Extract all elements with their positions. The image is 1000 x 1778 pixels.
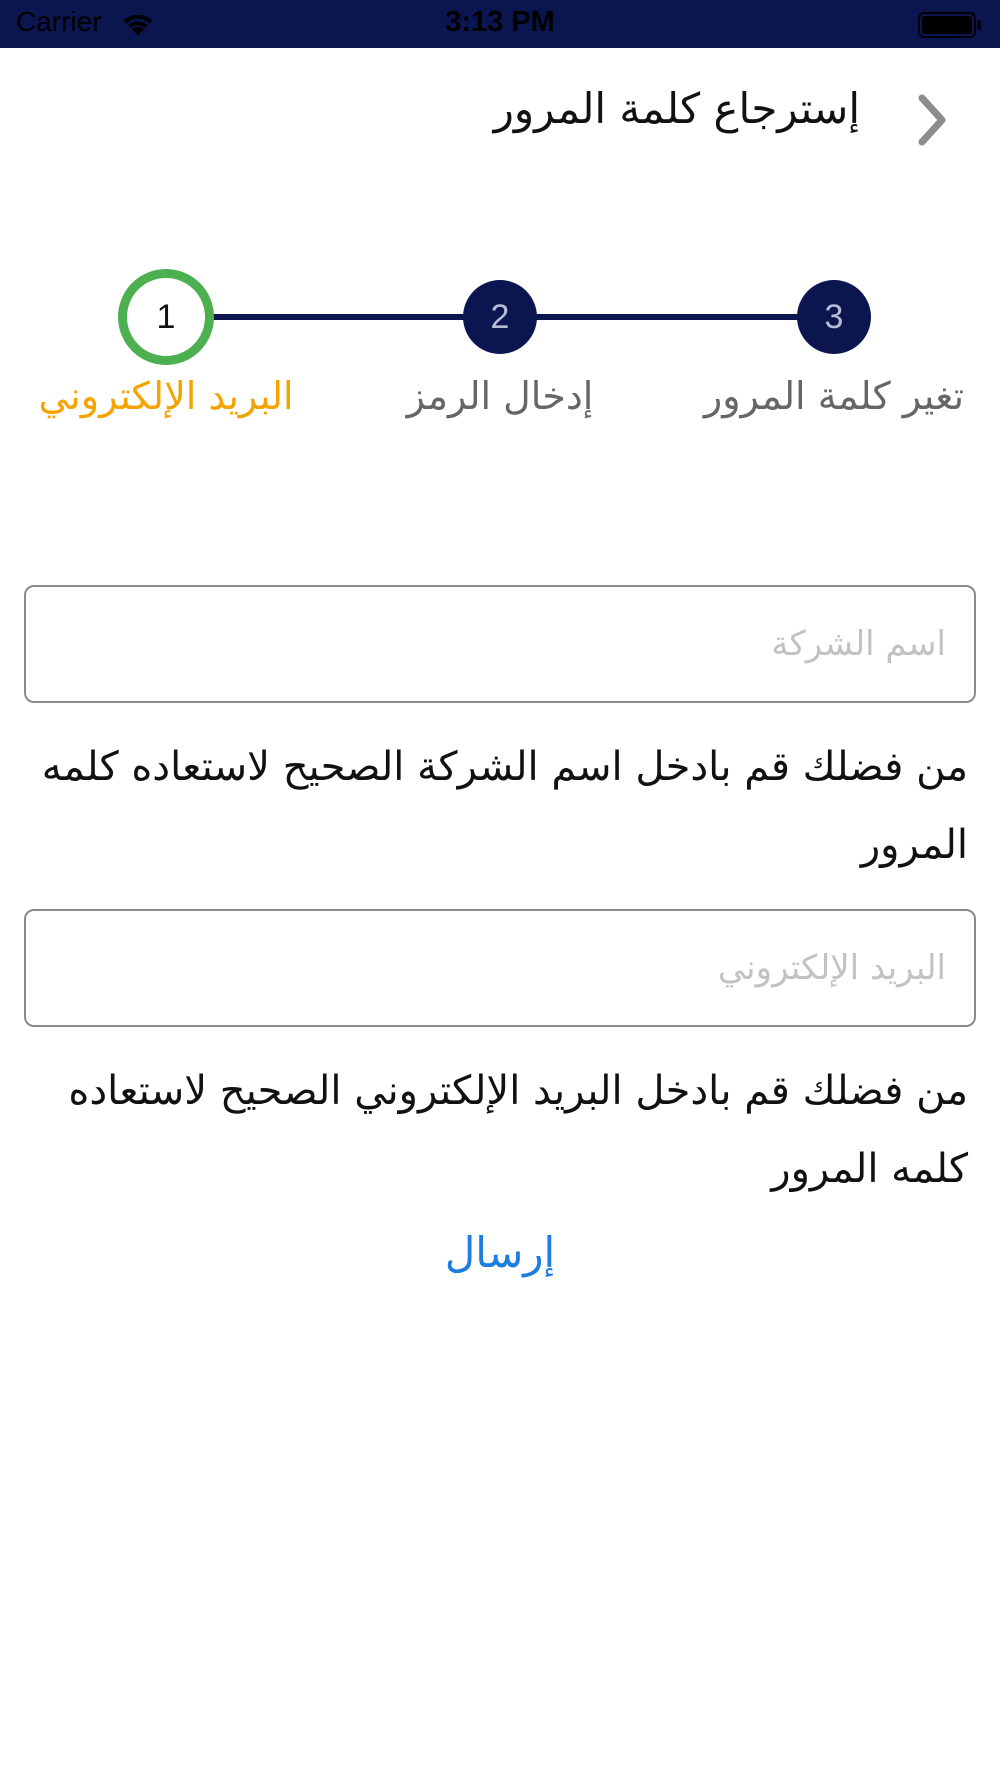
- send-button[interactable]: إرسال: [444, 1228, 556, 1277]
- step-3-label: تغير كلمة المرور: [703, 374, 965, 418]
- carrier-label: Carrier: [16, 6, 102, 37]
- step-3-circle: [797, 280, 871, 354]
- status-bar: [0, 0, 1000, 48]
- step-connector-1-2: [166, 314, 500, 320]
- page-title: إسترجاع كلمة المرور: [493, 84, 860, 133]
- email-hint: من فضلك قم بادخل البريد الإلكتروني الصحيح لاستعاده كلمه المرور: [68, 1068, 968, 1192]
- company-name-input[interactable]: [26, 587, 974, 701]
- company-hint: من فضلك قم بادخل اسم الشركة الصحيح لاستعاده كلمه المرور: [41, 744, 968, 868]
- step-3-number: 3: [824, 297, 844, 336]
- email-field-box: [24, 909, 976, 1027]
- step-2-label: إدخال الرمز: [406, 374, 594, 418]
- step-1-number: 1: [156, 297, 176, 336]
- step-1-circle: [118, 269, 214, 365]
- step-2-number: 2: [490, 297, 510, 336]
- step-connector-2-3: [500, 314, 834, 320]
- step-2-circle: [463, 280, 537, 354]
- chevron-right-icon[interactable]: [904, 92, 960, 148]
- company-field-box: [24, 585, 976, 703]
- step-1-label: البريد الإلكتروني: [38, 374, 294, 418]
- clock: 3:13 PM: [445, 6, 555, 38]
- email-input[interactable]: [26, 911, 974, 1025]
- battery-icon: [918, 12, 982, 38]
